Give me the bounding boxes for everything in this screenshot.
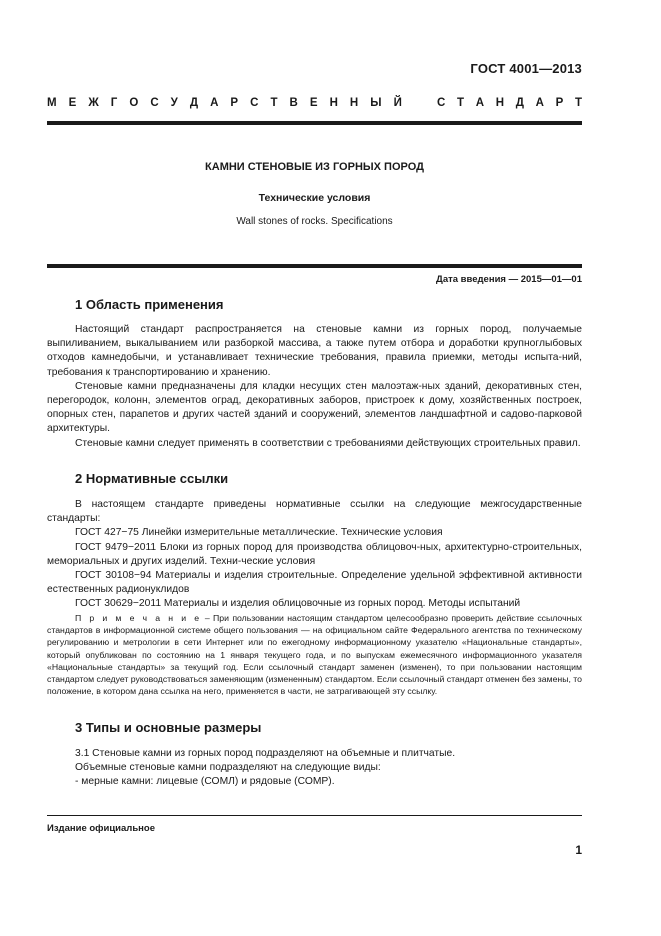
standard-type-word1 <box>47 97 402 109</box>
standard-type-line <box>47 97 582 109</box>
note <box>47 612 582 697</box>
spaced-letter: Н <box>349 97 359 109</box>
reference-item: ГОСТ 30108−94 Материалы и изделия строительные. Определение удельной эффективной активности естественных радионуклидов <box>47 570 582 596</box>
reference-item: ГОСТ 30629−2011 Материалы и изделия облицовочные из горных пород. Методы испытаний <box>75 598 521 610</box>
section3-body <box>47 747 582 790</box>
spaced-letter: Р <box>230 97 239 109</box>
spaced-letter: Т <box>574 97 582 109</box>
section2-body <box>47 498 582 612</box>
paragraph: В настоящем стандарте приведены нормативные ссылки на следующие межгосударственные стандарты: <box>47 499 582 525</box>
paragraph: 3.1 Стеновые камни из горных пород подразделяют на объемные и плитчатые. <box>75 748 456 759</box>
header-divider <box>47 121 582 125</box>
paragraph: - мерные камни: лицевые (СОМЛ) и рядовые (СОМР). <box>75 776 335 788</box>
spaced-letter: А <box>210 97 219 109</box>
spaced-letter: Е <box>309 97 318 109</box>
section1-body <box>47 323 582 451</box>
intro-date: Дата введения — 2015—01—01 <box>436 274 582 285</box>
spaced-letter: Г <box>110 97 118 109</box>
document-title: КАМНИ СТЕНОВЫЕ ИЗ ГОРНЫХ ПОРОД <box>205 161 424 173</box>
spaced-letter: Р <box>555 97 564 109</box>
spaced-letter: Й <box>393 97 402 109</box>
footer-divider <box>47 815 582 816</box>
edition-label: Издание официальное <box>47 823 155 834</box>
spaced-letter: А <box>475 97 485 109</box>
spaced-letter: Д <box>189 97 199 109</box>
spaced-letter: О <box>129 97 139 109</box>
spaced-letter: У <box>170 97 178 109</box>
section1-heading: 1 Область применения <box>75 297 224 312</box>
spaced-letter: М <box>47 97 57 109</box>
spaced-letter: С <box>250 97 259 109</box>
spaced-letter: Т <box>457 97 465 109</box>
spaced-letter: А <box>535 97 544 109</box>
spaced-letter: Д <box>515 97 524 109</box>
spaced-letter: В <box>289 97 298 109</box>
section3-heading: 3 Типы и основные размеры <box>75 720 262 735</box>
reference-item: ГОСТ 9479−2011 Блоки из горных пород для производства облицовоч-ных, архитектурно-строительных, мемориальных и других изделий. Техни-ческие условия <box>47 541 582 567</box>
spaced-letter: С <box>437 97 446 109</box>
spaced-letter: С <box>150 97 159 109</box>
spaced-letter: Н <box>495 97 505 109</box>
page-number: 1 <box>575 843 582 857</box>
standard-type-word2 <box>437 97 582 109</box>
paragraph: Настоящий стандарт распространяется на стеновые камни из горных пород, получаемые выпиливанием, выкалыванием или разборкой массива, а также путем отбора и доработки крупноглыбовых отходов камнедобычи, и устанавливает технические требования, правила приемки, методы испыта-ний, требования к транспортированию и хранению. <box>47 324 582 378</box>
document-subtitle: Технические условия <box>258 192 371 204</box>
gost-number: ГОСТ 4001—2013 <box>470 61 582 76</box>
spaced-letter: Т <box>270 97 278 109</box>
paragraph: Стеновые камни следует применять в соответствии с требованиями действующих строительных правил. <box>75 437 581 449</box>
section2-heading: 2 Нормативные ссылки <box>75 471 229 486</box>
paragraph: Объемные стеновые камни подразделяют на следующие виды: <box>75 762 381 774</box>
spaced-letter: Н <box>329 97 338 109</box>
note-label: П р и м е ч а н и е <box>75 613 202 623</box>
english-title: Wall stones of rocks. Specifications <box>236 216 393 227</box>
spaced-letter: Ы <box>370 97 382 109</box>
spaced-letter: Е <box>68 97 77 109</box>
reference-item: ГОСТ 427−75 Линейки измерительные металлические. Технические условия <box>75 527 443 539</box>
note-text: – При пользовании настоящим стандартом целесообразно проверить действие ссылочных стандартов в информационной системе общего пользования — на официальном сайте Федерального агентства по техническому регулированию и метрологии в сети Интернет или по ежегодному информационному указателю «Национальные стандарты», который опубликован по состоянию на 1 января текущего года, и по выпускам ежемесячного информационного указателя «Национальные стандарты» за текущий год. Если ссылочный стандарт заменен (изменен), то при пользовании настоящим стандартом следует руководствоваться заменяющим (измененным) стандартом. Если ссылочный стандарт отменен без замены, то положение, в котором дана ссылка на него, применяется в части, не затрагивающей эту ссылку. <box>47 613 582 697</box>
paragraph: Стеновые камни предназначены для кладки несущих стен малоэтаж-ных зданий, декоративных стен, перегородок, колонн, элементов оград, декоративных заборов, пристроек к дому, хозяйственных построек, опорных стен, парапетов и других частей зданий и сооружений, элементов ландшафтной и садово-парковой архитектуры. <box>47 380 582 435</box>
spaced-letter: Ж <box>88 97 99 109</box>
title-divider <box>47 264 582 268</box>
